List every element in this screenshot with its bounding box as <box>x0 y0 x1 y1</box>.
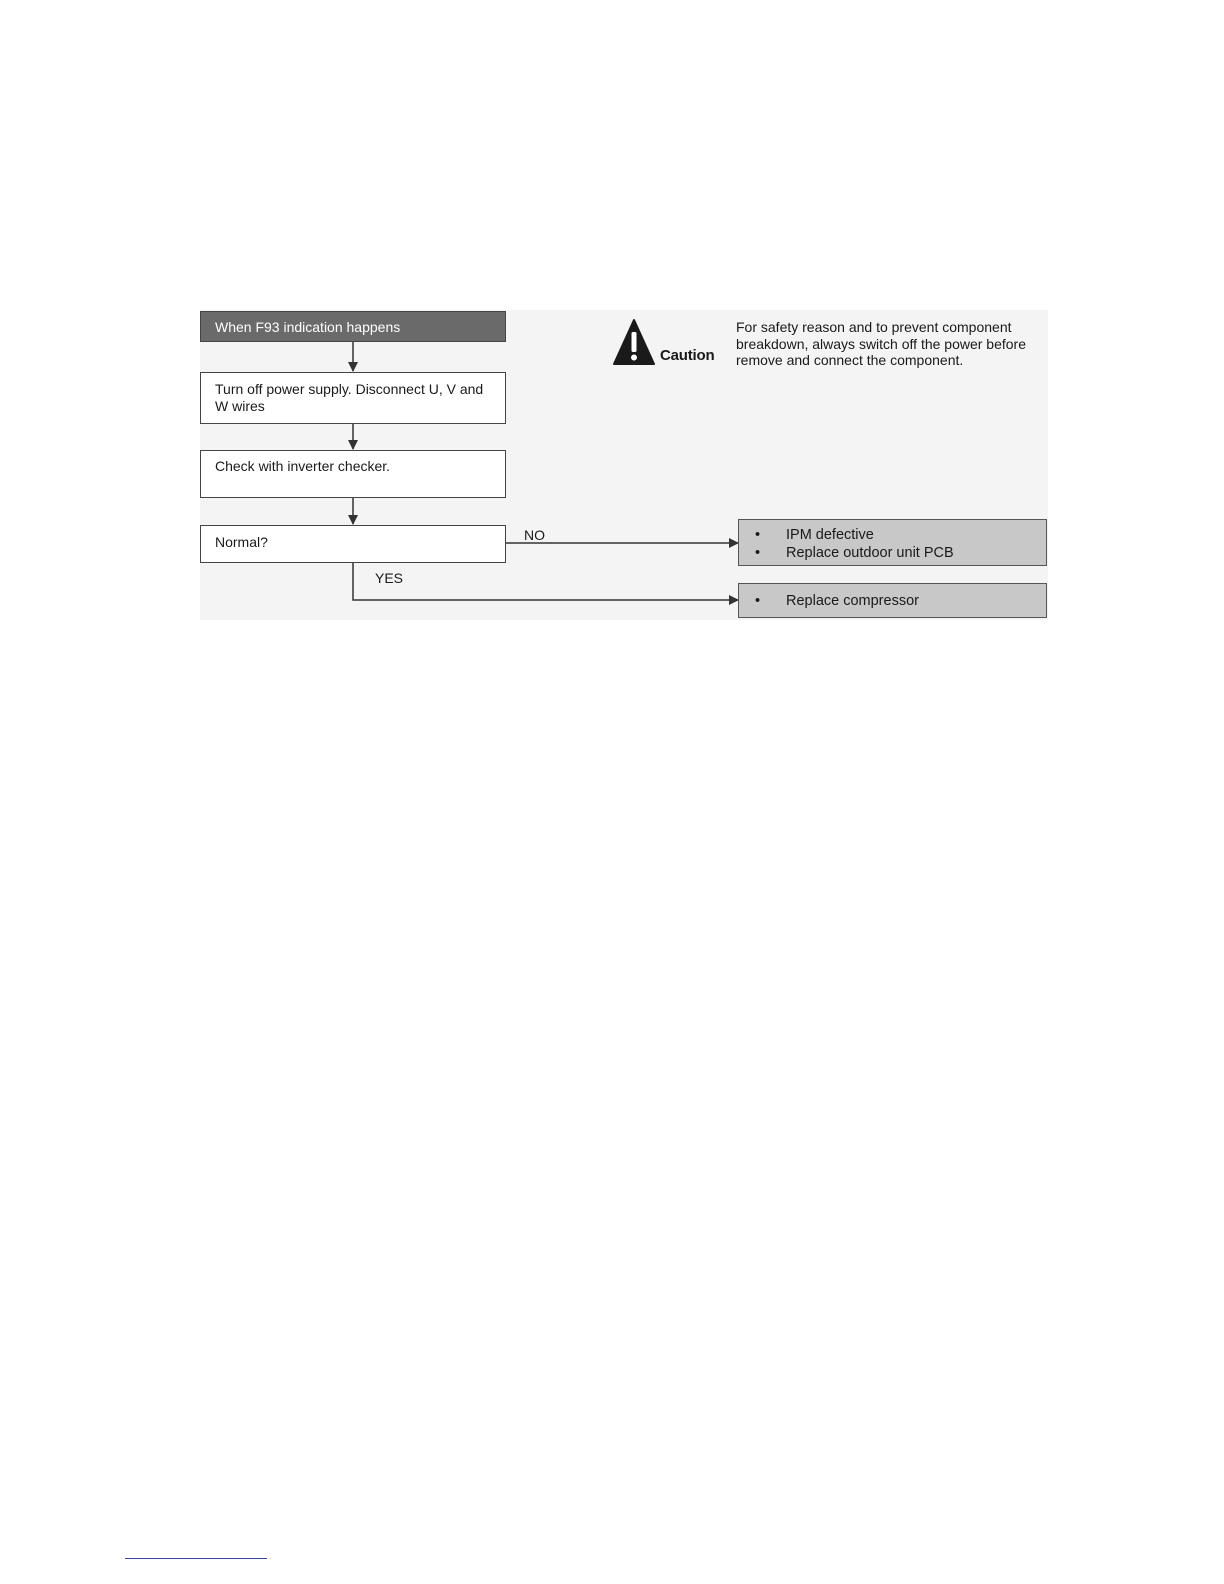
decision-box <box>200 525 506 563</box>
step-disconnect-text: Turn off power supply. Disconnect U, V and W wires <box>215 381 484 414</box>
result-item-text: IPM defective <box>786 527 874 543</box>
no-result-box <box>738 519 1047 566</box>
caution-notice <box>612 318 1042 374</box>
footer-rule <box>125 1558 267 1559</box>
decision-text: Normal? <box>215 534 268 550</box>
arrow-yes-branch <box>353 562 738 600</box>
result-item <box>751 526 1034 544</box>
step-check-box <box>200 450 506 498</box>
start-text: When F93 indication happens <box>215 319 401 335</box>
result-item-text: Replace outdoor unit PCB <box>786 545 954 561</box>
no-label: NO <box>524 527 545 543</box>
yes-result-list <box>751 592 1034 610</box>
no-result-list <box>751 526 1034 562</box>
start-box <box>200 311 506 342</box>
bullet: • <box>755 593 761 609</box>
bullet: • <box>755 545 761 561</box>
caution-text: For safety reason and to prevent component breakdown, always switch off the power before remove and connect the component. <box>736 319 1027 368</box>
result-item <box>751 544 1034 562</box>
result-item <box>751 592 1034 610</box>
step-disconnect-box <box>200 372 506 424</box>
warning-triangle-icon <box>612 318 656 366</box>
yes-label: YES <box>375 570 404 586</box>
step-check-text: Check with inverter checker. <box>215 458 391 474</box>
bullet: • <box>755 527 761 543</box>
result-item-text: Replace compressor <box>786 593 919 609</box>
caution-label: Caution <box>660 347 715 364</box>
yes-result-box <box>738 583 1047 618</box>
